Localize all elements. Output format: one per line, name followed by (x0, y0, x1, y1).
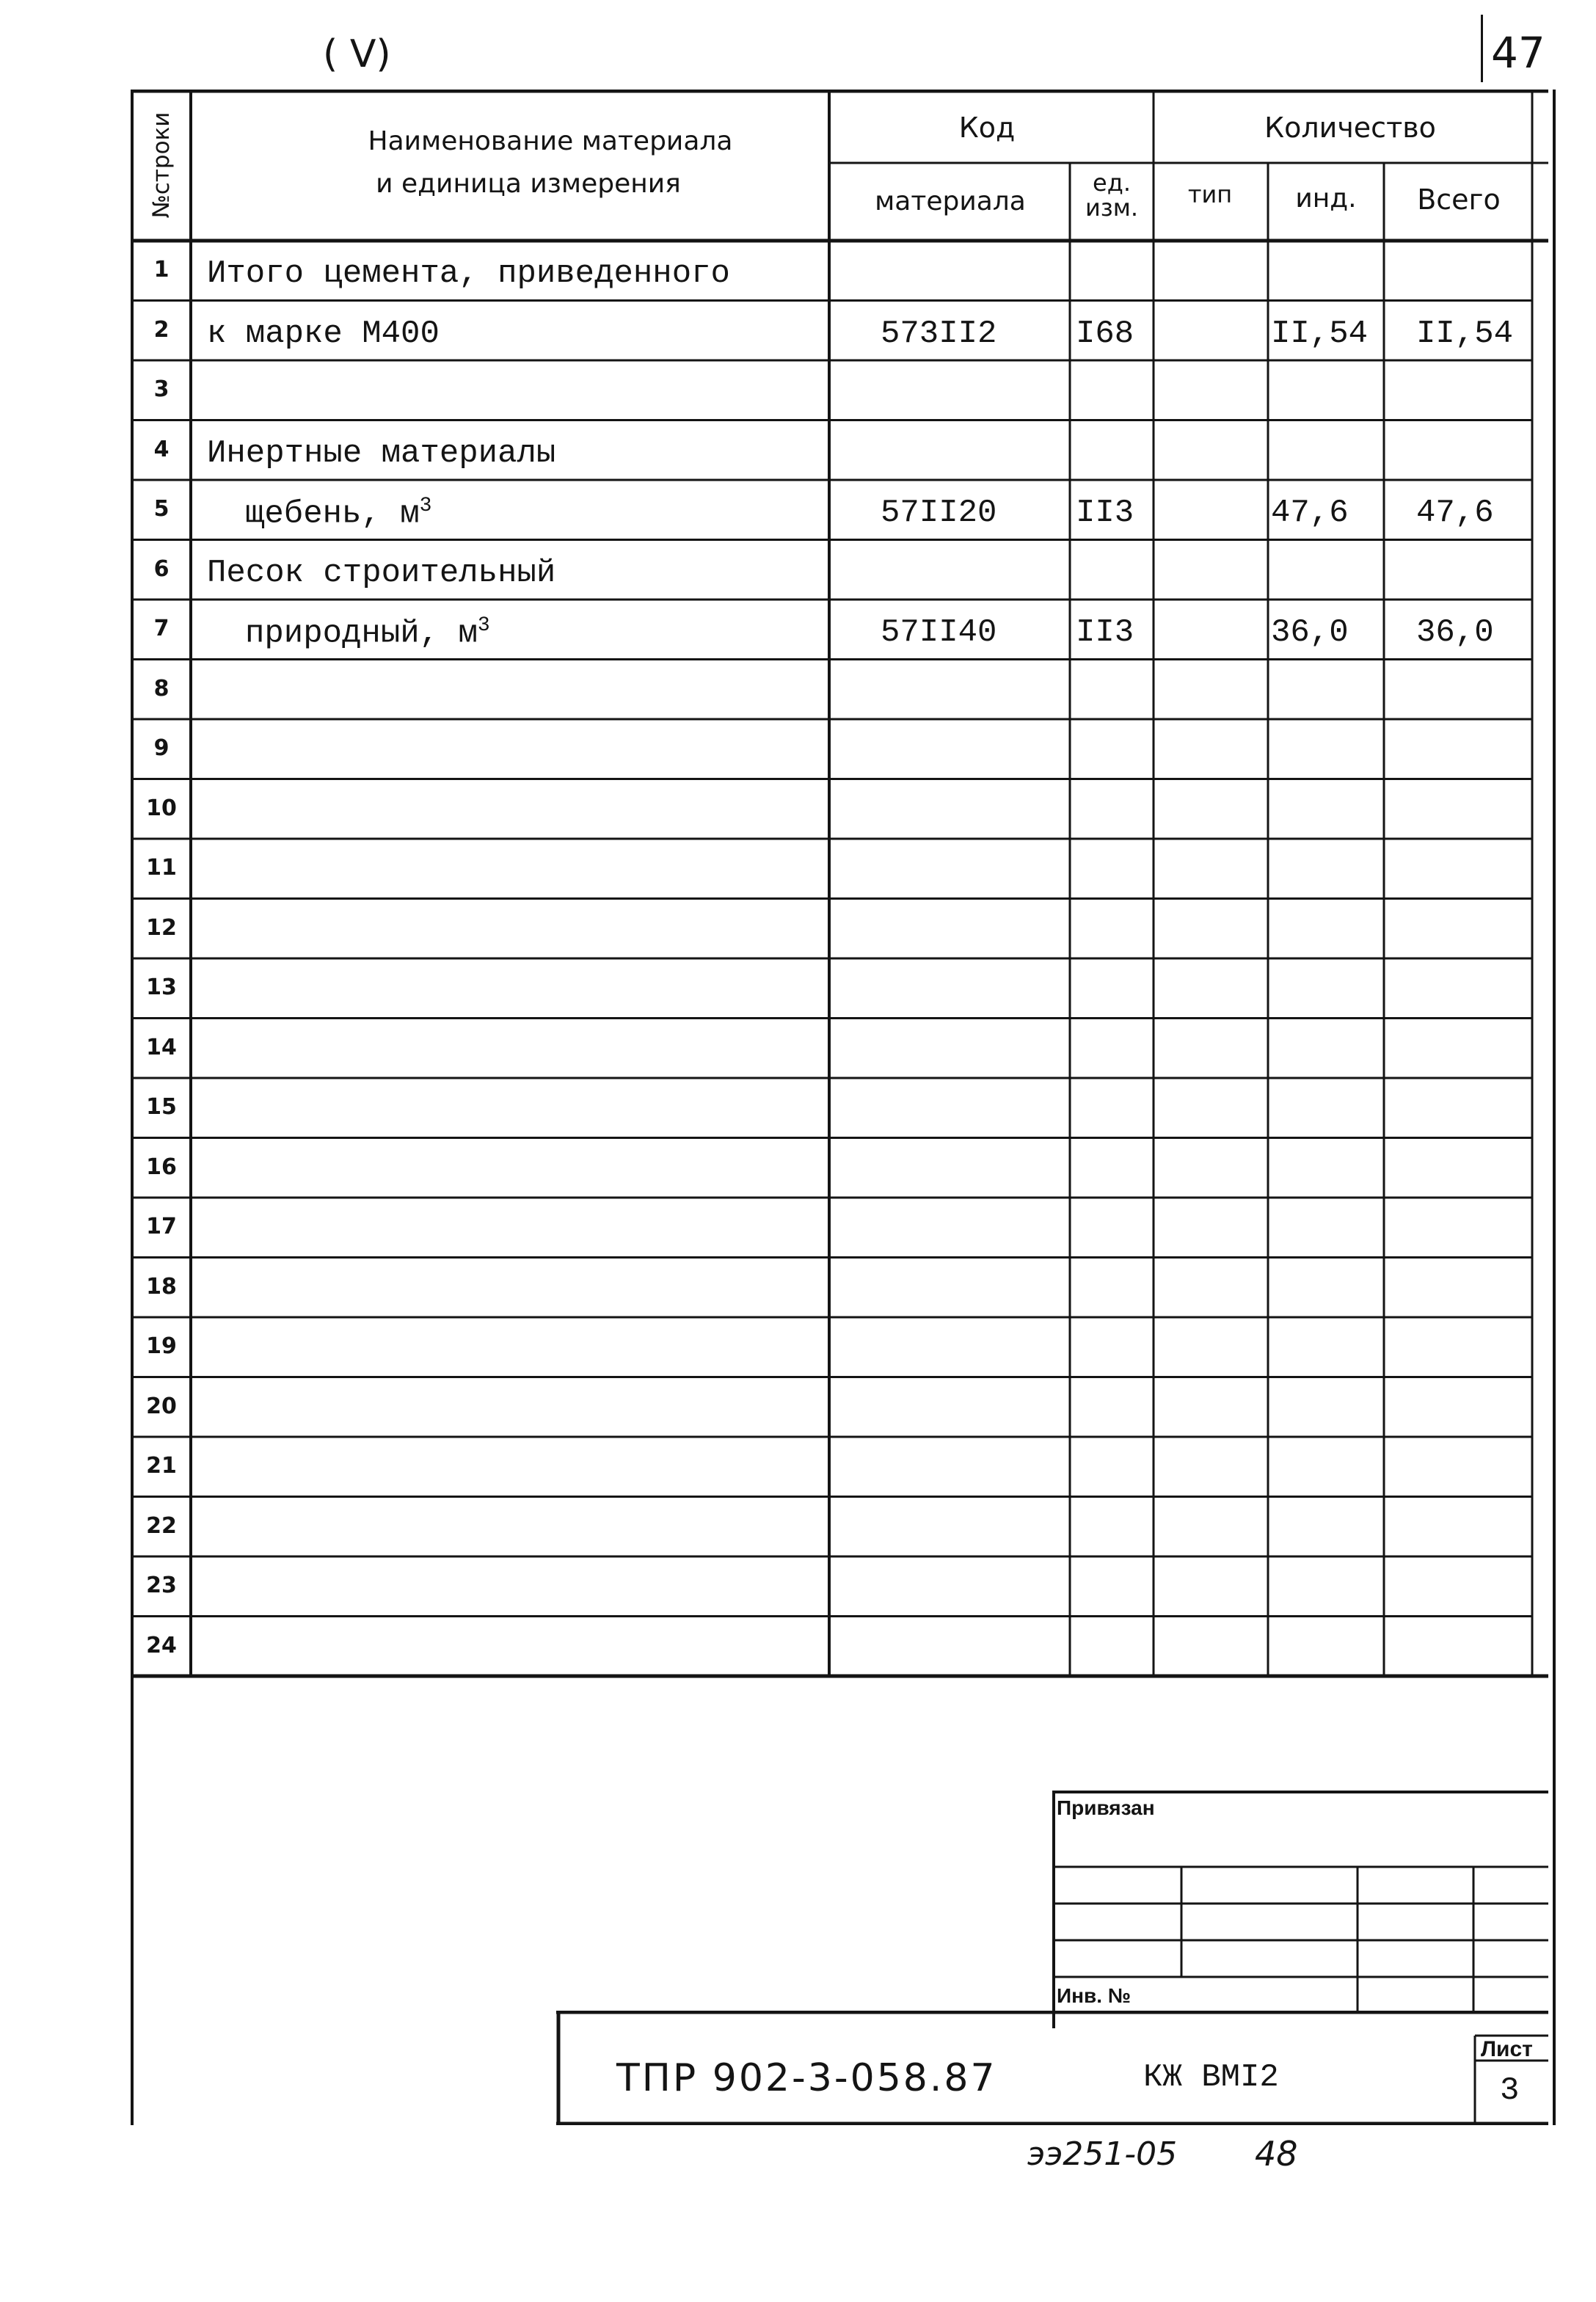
page-mark: ( V) (323, 32, 391, 76)
material-name: Инертные материалы (207, 434, 556, 472)
sheet-label: Лист (1481, 2037, 1533, 2061)
material-name: Песок строительный (207, 554, 556, 591)
material-code: 573II2 (881, 315, 997, 352)
quantity-total: 36,0 (1416, 614, 1494, 651)
quantity-individual: 36,0 (1271, 614, 1349, 651)
unit-code: II3 (1076, 495, 1134, 531)
sheet-number: 3 (1500, 2072, 1520, 2109)
material-name: щебень, $м^3$ (245, 495, 432, 533)
row-number: 6 (153, 556, 170, 582)
title-block (556, 2011, 1548, 2125)
quantity-group-header: Количество (1264, 112, 1436, 144)
attachment-stamp (1052, 1791, 1548, 2028)
quantity-total: 47,6 (1416, 495, 1494, 531)
sheet-code: КЖ ВМI2 (1143, 2059, 1279, 2096)
material-name: к марке М400 (207, 315, 440, 352)
page-number-divider (1481, 15, 1483, 82)
row-number: 16 (146, 1154, 177, 1180)
row-number: 11 (146, 855, 177, 881)
row-number: 24 (146, 1632, 177, 1658)
row-number: 3 (153, 376, 170, 402)
row-number: 8 (153, 675, 170, 702)
quantity-individual: II,54 (1271, 315, 1369, 352)
row-number: 19 (146, 1333, 177, 1359)
material-name: Итого цемента, приведенного (207, 255, 730, 292)
row-number: 15 (146, 1094, 177, 1120)
row-number: 20 (146, 1393, 177, 1419)
row-number: 1 (153, 257, 170, 283)
row-number: 5 (153, 496, 170, 522)
archive-page-number: 48 (1255, 2134, 1298, 2174)
row-number: 9 (153, 735, 170, 761)
material-code: 57II40 (881, 614, 997, 651)
row-number: 13 (146, 975, 177, 1000)
page-number: 47 (1491, 28, 1545, 78)
col-type-header: тип (1187, 181, 1233, 208)
col-name-header-line1: Наименование материала (368, 126, 733, 156)
unit-exponent: 3 (419, 495, 432, 517)
row-number: 4 (153, 436, 170, 462)
row-number: 14 (146, 1034, 177, 1060)
unit-code: II3 (1076, 614, 1134, 651)
col-ind-header: инд. (1295, 183, 1357, 214)
col-row-number-header: №строки (148, 112, 175, 219)
row-number: 21 (146, 1453, 177, 1479)
row-number: 23 (146, 1573, 177, 1598)
col-material-header: материала (875, 186, 1026, 216)
unit-code: I68 (1076, 315, 1134, 352)
col-name-header-line2: и единица измерения (376, 169, 681, 199)
quantity-individual: 47,6 (1271, 495, 1349, 531)
inventory-number-label: Инв. № (1057, 1984, 1132, 2007)
col-total-header: Всего (1417, 183, 1501, 216)
row-number: 12 (146, 914, 177, 941)
col-unit-header-line2: изм. (1085, 194, 1139, 222)
col-unit-header-line1: ед. (1093, 169, 1131, 197)
quantity-total: II,54 (1416, 315, 1514, 352)
unit-exponent: 3 (477, 614, 490, 637)
attached-label: Привязан (1057, 1796, 1155, 1819)
row-number: 7 (153, 616, 170, 641)
material-name: природный, $м^3$ (245, 614, 490, 652)
row-number: 22 (146, 1512, 177, 1539)
row-number: 18 (146, 1273, 177, 1300)
row-number: 17 (146, 1214, 177, 1239)
row-number: 2 (153, 316, 170, 343)
row-number: 10 (146, 795, 177, 821)
code-group-header: Код (958, 112, 1016, 144)
col-unit-header (1073, 170, 1151, 220)
material-code: 57II20 (881, 495, 997, 531)
document-designation: ТПР 902-3-058.87 (616, 2056, 997, 2100)
archive-code: ээ251-05 (1027, 2135, 1178, 2173)
